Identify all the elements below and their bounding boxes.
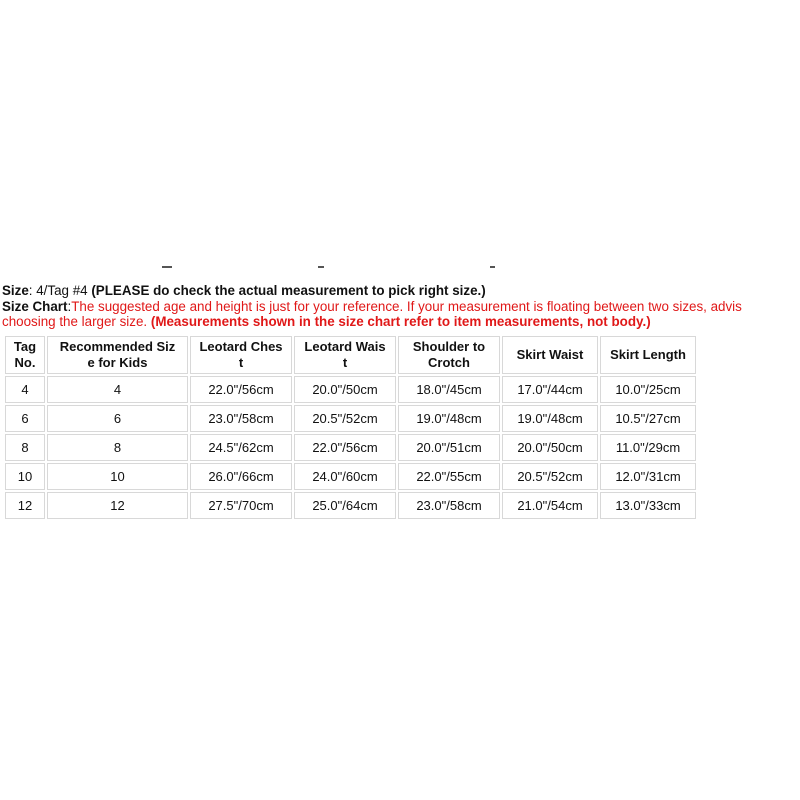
size-chart-colon: : bbox=[67, 298, 72, 314]
cell-tag: 4 bbox=[5, 376, 45, 403]
size-info-block bbox=[2, 283, 800, 330]
table-header-row bbox=[5, 336, 696, 374]
cell-skirt-length: 13.0"/33cm bbox=[600, 492, 696, 519]
cell-recommended: 4 bbox=[47, 376, 188, 403]
header-shoulder-to-crotch: Shoulder to Crotch bbox=[398, 336, 500, 374]
cell-recommended: 12 bbox=[47, 492, 188, 519]
cell-skirt-length: 10.5"/27cm bbox=[600, 405, 696, 432]
table-row bbox=[5, 463, 696, 490]
size-line bbox=[2, 283, 800, 299]
cell-leotard-waist: 25.0"/64cm bbox=[294, 492, 396, 519]
table-row bbox=[5, 376, 696, 403]
cell-skirt-waist: 19.0"/48cm bbox=[502, 405, 598, 432]
cell-skirt-waist: 20.0"/50cm bbox=[502, 434, 598, 461]
size-chart-notice-2: choosing the larger size. bbox=[2, 314, 151, 329]
size-chart-notice-1: The suggested age and height is just for your reference. If your measurement is floating between two sizes, advis bbox=[71, 298, 742, 314]
cell-shoulder-crotch: 20.0"/51cm bbox=[398, 434, 500, 461]
cell-tag: 10 bbox=[5, 463, 45, 490]
header-skirt-length: Skirt Length bbox=[600, 336, 696, 374]
cell-skirt-length: 12.0"/31cm bbox=[600, 463, 696, 490]
size-label: Size bbox=[2, 283, 29, 298]
cell-leotard-chest: 26.0"/66cm bbox=[190, 463, 292, 490]
cell-leotard-chest: 27.5"/70cm bbox=[190, 492, 292, 519]
table-row bbox=[5, 492, 696, 519]
cell-tag: 6 bbox=[5, 405, 45, 432]
cell-skirt-length: 10.0"/25cm bbox=[600, 376, 696, 403]
header-recommended-size: Recommended Siz e for Kids bbox=[47, 336, 188, 374]
cell-recommended: 6 bbox=[47, 405, 188, 432]
header-skirt-waist: Skirt Waist bbox=[502, 336, 598, 374]
cell-skirt-waist: 21.0"/54cm bbox=[502, 492, 598, 519]
cell-skirt-waist: 20.5"/52cm bbox=[502, 463, 598, 490]
cell-leotard-waist: 20.0"/50cm bbox=[294, 376, 396, 403]
size-chart-line-2 bbox=[2, 314, 800, 330]
header-leotard-chest: Leotard Ches t bbox=[190, 336, 292, 374]
cell-recommended: 8 bbox=[47, 434, 188, 461]
table-row bbox=[5, 434, 696, 461]
cell-leotard-chest: 22.0"/56cm bbox=[190, 376, 292, 403]
cell-skirt-length: 11.0"/29cm bbox=[600, 434, 696, 461]
cropped-text-remnant bbox=[0, 262, 800, 270]
size-chart-label: Size Chart bbox=[2, 298, 68, 314]
cell-skirt-waist: 17.0"/44cm bbox=[502, 376, 598, 403]
cell-shoulder-crotch: 22.0"/55cm bbox=[398, 463, 500, 490]
cell-leotard-waist: 24.0"/60cm bbox=[294, 463, 396, 490]
cell-shoulder-crotch: 19.0"/48cm bbox=[398, 405, 500, 432]
cell-leotard-waist: 22.0"/56cm bbox=[294, 434, 396, 461]
cell-leotard-chest: 24.5"/62cm bbox=[190, 434, 292, 461]
size-table bbox=[3, 334, 698, 521]
cell-shoulder-crotch: 18.0"/45cm bbox=[398, 376, 500, 403]
cell-leotard-chest: 23.0"/58cm bbox=[190, 405, 292, 432]
cell-tag: 8 bbox=[5, 434, 45, 461]
cell-recommended: 10 bbox=[47, 463, 188, 490]
header-tag-no: Tag No. bbox=[5, 336, 45, 374]
header-leotard-waist: Leotard Wais t bbox=[294, 336, 396, 374]
size-chart-line bbox=[2, 299, 800, 315]
size-chart-notice-bold: (Measurements shown in the size chart refer to item measurements, not body.) bbox=[150, 314, 651, 329]
size-value: : 4/Tag #4 bbox=[28, 283, 92, 298]
table-row bbox=[5, 405, 696, 432]
cell-tag: 12 bbox=[5, 492, 45, 519]
size-note: (PLEASE do check the actual measurement to pick right size.) bbox=[91, 283, 486, 298]
cell-shoulder-crotch: 23.0"/58cm bbox=[398, 492, 500, 519]
cell-leotard-waist: 20.5"/52cm bbox=[294, 405, 396, 432]
